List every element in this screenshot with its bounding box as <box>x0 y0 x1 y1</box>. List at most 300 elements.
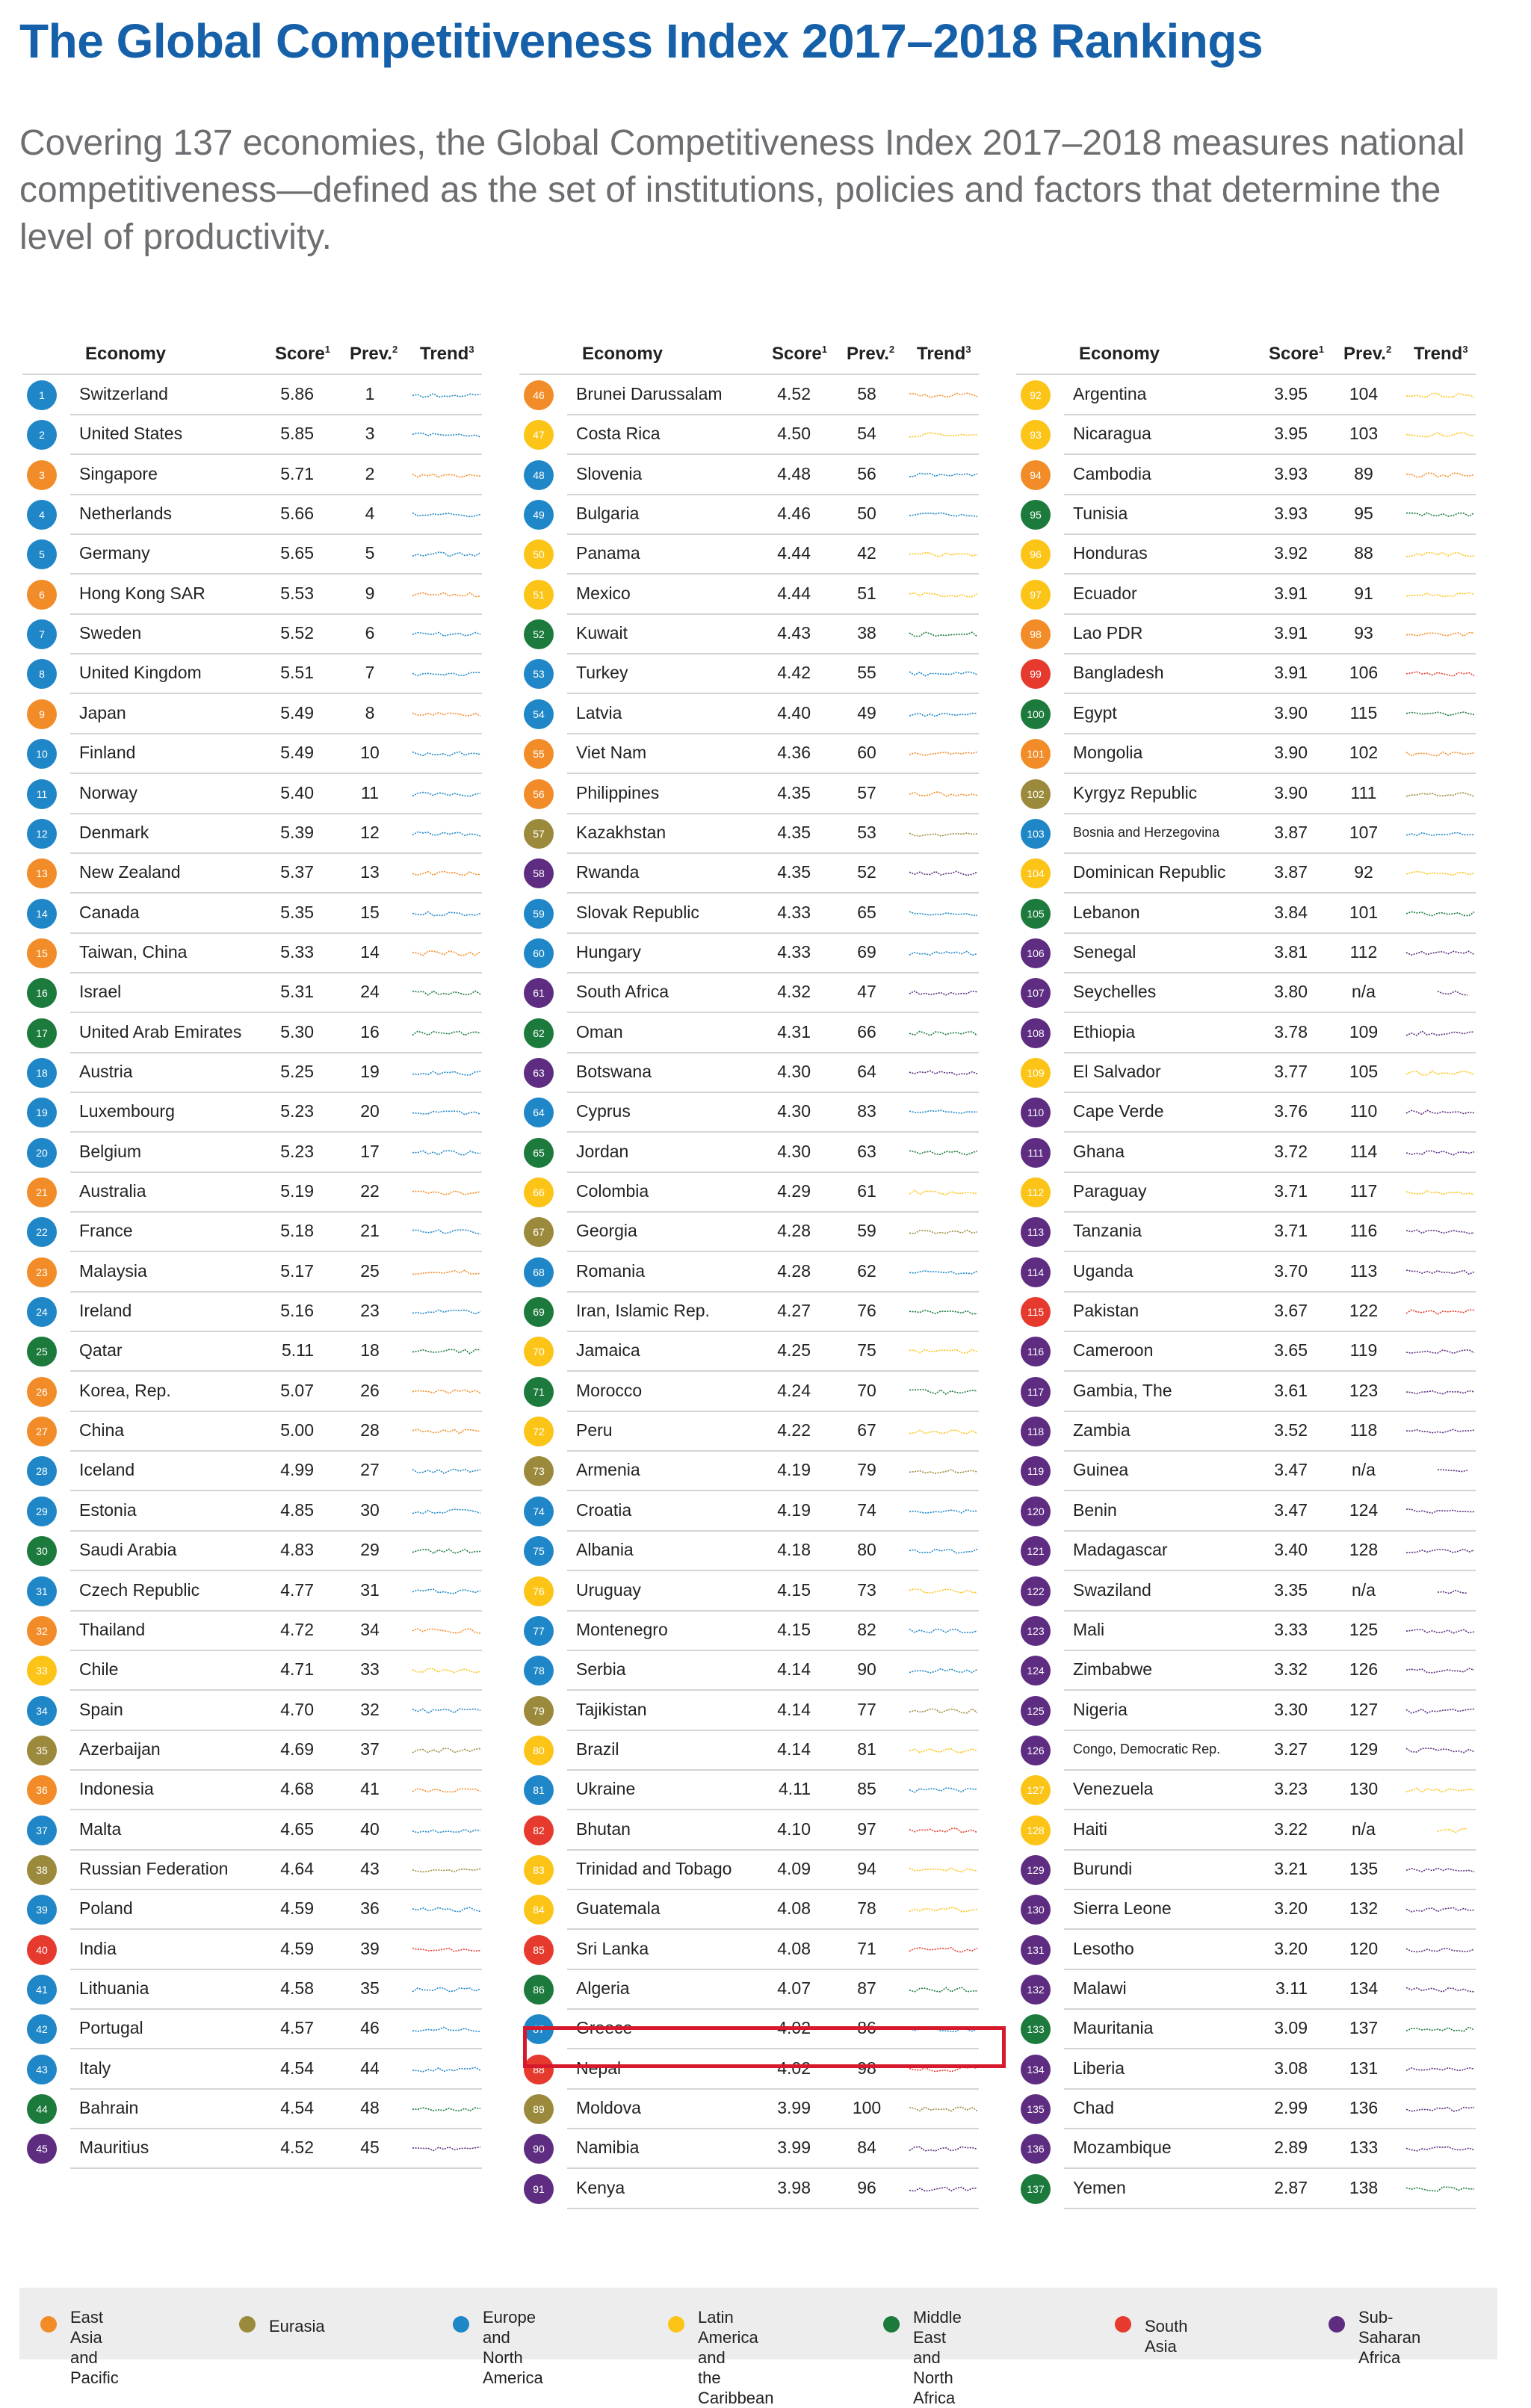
table-row <box>1016 534 1476 575</box>
prev-rank: 113 <box>1349 1260 1378 1281</box>
rank-badge: 16 <box>27 978 57 1008</box>
trend-sparkline <box>908 1263 978 1282</box>
table-row <box>519 1969 979 2010</box>
rank-badge: 43 <box>27 2055 57 2084</box>
table-row <box>22 375 482 415</box>
trend-sparkline <box>908 1461 978 1481</box>
legend-label: Sub-Saharan Africa <box>1358 2308 1421 2367</box>
table-row <box>22 814 482 854</box>
economy-name: Lithuania <box>79 1978 149 1998</box>
economy-name: Iran, Islamic Rep. <box>576 1301 710 1321</box>
legend-swatch <box>1115 2316 1131 2333</box>
economy-name: Israel <box>79 982 122 1002</box>
score-value: 3.22 <box>1274 1819 1308 1839</box>
trend-sparkline <box>411 1900 481 1919</box>
legend-label: South Asia <box>1145 2317 1188 2356</box>
table-row <box>22 973 482 1013</box>
score-value: 4.68 <box>280 1779 314 1799</box>
economy-name: Latvia <box>576 702 622 722</box>
rank-badge: 119 <box>1021 1456 1051 1486</box>
score-value: 5.39 <box>280 822 314 842</box>
legend-swatch <box>1329 2316 1345 2333</box>
table-row <box>22 1172 482 1213</box>
table-row <box>519 1053 979 1093</box>
rank-badge: 105 <box>1021 899 1051 929</box>
rank-badge: 64 <box>524 1098 554 1127</box>
score-value: 5.16 <box>280 1301 314 1321</box>
rank-badge: 88 <box>524 2055 554 2084</box>
economy-name: United Kingdom <box>79 663 202 683</box>
prev-rank: 115 <box>1349 702 1378 722</box>
economy-name: Mauritius <box>79 2138 149 2158</box>
score-value: 5.07 <box>280 1380 314 1400</box>
economy-name: Taiwan, China <box>79 941 188 962</box>
rank-badge: 61 <box>524 978 554 1008</box>
trend-sparkline <box>908 744 978 764</box>
table-row <box>1016 575 1476 615</box>
economy-name: Chile <box>79 1659 119 1680</box>
trend-sparkline <box>908 664 978 684</box>
table-row <box>22 2129 482 2169</box>
rank-badge: 70 <box>524 1337 554 1367</box>
prev-rank: 87 <box>857 1978 876 1998</box>
trend-sparkline <box>411 625 481 644</box>
prev-rank: 27 <box>360 1460 380 1480</box>
trend-sparkline <box>908 1302 978 1322</box>
rank-badge: 66 <box>524 1177 554 1207</box>
prev-rank: 85 <box>857 1779 876 1799</box>
table-row <box>519 1691 979 1731</box>
rank-badge: 126 <box>1021 1736 1051 1765</box>
rank-badge: 18 <box>27 1058 57 1088</box>
table-row <box>519 2129 979 2169</box>
rank-badge: 82 <box>524 1816 554 1845</box>
table-row <box>1016 1691 1476 1731</box>
rank-badge: 121 <box>1021 1536 1051 1566</box>
legend-swatch <box>453 2316 469 2333</box>
score-value: 5.53 <box>280 583 314 603</box>
rank-badge: 71 <box>524 1377 554 1407</box>
table-row <box>519 1650 979 1691</box>
prev-rank: 75 <box>857 1340 876 1361</box>
economy-name: Chad <box>1073 2098 1114 2118</box>
prev-rank: 16 <box>360 1021 380 1041</box>
economy-name: Sri Lanka <box>576 1938 649 1958</box>
table-row <box>1016 1133 1476 1173</box>
rank-badge: 131 <box>1021 1935 1051 1965</box>
table-row <box>519 455 979 495</box>
rank-badge: 73 <box>524 1456 554 1486</box>
table-row <box>519 1372 979 1412</box>
score-value: 4.24 <box>777 1380 811 1400</box>
table-row <box>1016 1252 1476 1293</box>
table-row <box>1016 933 1476 974</box>
score-value: 4.52 <box>777 384 811 403</box>
trend-sparkline <box>908 1701 978 1721</box>
trend-sparkline <box>411 1821 481 1840</box>
prev-rank: 20 <box>360 1101 380 1121</box>
score-value: 5.17 <box>280 1260 314 1281</box>
trend-sparkline <box>411 505 481 524</box>
rank-badge: 106 <box>1021 938 1051 968</box>
economy-name: Benin <box>1073 1499 1117 1520</box>
trend-sparkline <box>908 784 978 804</box>
table-row <box>1016 734 1476 774</box>
prev-rank: 125 <box>1349 1619 1379 1639</box>
table-row <box>22 534 482 575</box>
score-value: 5.86 <box>280 384 314 403</box>
rank-badge: 99 <box>1021 659 1051 689</box>
prev-rank: 44 <box>360 2058 380 2078</box>
rank-badge: 69 <box>524 1297 554 1327</box>
trend-sparkline <box>908 983 978 1003</box>
rank-badge: 20 <box>27 1138 57 1168</box>
trend-sparkline <box>908 2139 978 2158</box>
prev-rank: 7 <box>365 663 375 683</box>
table-row <box>519 1770 979 1810</box>
table-row <box>1016 1850 1476 1890</box>
trend-sparkline <box>411 2060 481 2079</box>
trend-sparkline <box>411 425 481 445</box>
score-value: 4.44 <box>777 543 811 563</box>
rank-badge: 53 <box>524 659 554 689</box>
prev-rank: 91 <box>1354 583 1373 603</box>
rank-badge: 107 <box>1021 978 1051 1008</box>
score-value: 4.35 <box>777 782 811 802</box>
table-row <box>22 1331 482 1372</box>
trend-sparkline <box>1405 465 1475 485</box>
rank-badge: 21 <box>27 1177 57 1207</box>
prev-rank: 34 <box>360 1619 380 1639</box>
rank-badge: 9 <box>27 699 57 729</box>
table-row <box>1016 1292 1476 1332</box>
economy-name: Congo, Democratic Rep. <box>1073 1741 1221 1757</box>
economy-name: Panama <box>576 543 640 563</box>
prev-rank: 49 <box>857 702 876 722</box>
economy-name: Botswana <box>576 1061 652 1081</box>
prev-rank: 106 <box>1349 663 1379 683</box>
score-value: 5.52 <box>280 623 314 643</box>
score-value: 3.90 <box>1274 702 1308 722</box>
table-row <box>22 1850 482 1890</box>
page-subtitle: Covering 137 economies, the Global Competitiveness Index 2017–2018 measures national competitiveness—defined as the set of institutions, policies and factors that determine the level of productivity. <box>19 123 1465 257</box>
economy-name: Moldova <box>576 2098 641 2118</box>
table-row <box>22 1372 482 1412</box>
trend-sparkline <box>411 1302 481 1322</box>
economy-name: Bangladesh <box>1073 663 1164 683</box>
economy-name: Paraguay <box>1073 1181 1147 1201</box>
trend-sparkline <box>1405 1382 1475 1402</box>
table-row <box>1016 1770 1476 1810</box>
rank-badge: 113 <box>1021 1217 1051 1247</box>
row-divider <box>567 2208 979 2209</box>
header-prev: Prev.$^2$ <box>1343 344 1392 364</box>
rank-badge: 11 <box>27 779 57 809</box>
header-economy: Economy <box>582 344 664 364</box>
score-value: 5.51 <box>280 663 314 683</box>
economy-name: Korea, Rep. <box>79 1380 171 1400</box>
trend-sparkline <box>908 585 978 604</box>
score-value: 5.23 <box>280 1101 314 1121</box>
rank-badge: 76 <box>524 1576 554 1606</box>
trend-sparkline <box>411 1263 481 1282</box>
trend-sparkline <box>908 2099 978 2119</box>
trend-sparkline <box>908 465 978 485</box>
trend-sparkline <box>1405 1342 1475 1361</box>
rank-badge: 104 <box>1021 858 1051 888</box>
table-row <box>22 614 482 654</box>
economy-name: Madagascar <box>1073 1540 1168 1560</box>
prev-rank: 46 <box>360 2018 380 2038</box>
trend-sparkline <box>908 1980 978 1999</box>
table-row <box>519 853 979 894</box>
rank-badge: 26 <box>27 1377 57 1407</box>
score-value: 4.15 <box>777 1619 811 1639</box>
economy-name: Bhutan <box>576 1819 631 1839</box>
prev-rank: 13 <box>360 862 380 882</box>
economy-name: Egypt <box>1073 702 1117 722</box>
score-value: 5.71 <box>280 463 314 483</box>
economy-name: Algeria <box>576 1978 630 1998</box>
prev-rank: 134 <box>1349 1978 1379 1998</box>
rank-badge: 125 <box>1021 1696 1051 1726</box>
prev-rank: 128 <box>1349 1540 1379 1560</box>
rank-badge: 39 <box>27 1895 57 1925</box>
rank-badge: 74 <box>524 1497 554 1526</box>
trend-sparkline <box>1405 2139 1475 2158</box>
score-value: 3.11 <box>1275 1978 1308 1998</box>
score-value: 3.71 <box>1274 1181 1308 1201</box>
economy-name: Philippines <box>576 782 660 802</box>
prev-rank: 1 <box>365 384 375 403</box>
economy-name: Indonesia <box>79 1779 154 1799</box>
rank-badge: 124 <box>1021 1656 1051 1686</box>
prev-rank: 116 <box>1349 1221 1378 1241</box>
trend-sparkline <box>908 545 978 564</box>
trend-sparkline <box>908 1103 978 1122</box>
rank-badge: 75 <box>524 1536 554 1566</box>
trend-sparkline <box>411 864 481 883</box>
table-row <box>1016 853 1476 894</box>
score-value: 4.85 <box>280 1499 314 1520</box>
trend-sparkline <box>411 983 481 1003</box>
prev-rank: 92 <box>1354 862 1373 882</box>
trend-sparkline <box>1405 1222 1475 1242</box>
economy-name: Malawi <box>1073 1978 1127 1998</box>
score-value: 2.87 <box>1274 2177 1308 2197</box>
trend-sparkline <box>908 1821 978 1840</box>
score-value: 4.10 <box>777 1819 811 1839</box>
rank-badge: 32 <box>27 1616 57 1646</box>
economy-name: Cambodia <box>1073 463 1151 483</box>
score-value: 4.42 <box>777 663 811 683</box>
trend-sparkline <box>411 1063 481 1083</box>
prev-rank: 118 <box>1349 1420 1378 1440</box>
prev-rank: 81 <box>857 1739 876 1759</box>
prev-rank: 94 <box>857 1858 876 1878</box>
score-value: 4.40 <box>777 702 811 722</box>
economy-name: Bulgaria <box>576 504 640 524</box>
table-row <box>22 1650 482 1691</box>
table-row <box>1016 1331 1476 1372</box>
prev-rank: 70 <box>857 1380 876 1400</box>
table-row <box>22 1491 482 1532</box>
score-value: 3.30 <box>1274 1699 1308 1719</box>
economy-name: Montenegro <box>576 1619 668 1639</box>
table-row <box>1016 2049 1476 2090</box>
score-value: 3.32 <box>1274 1659 1308 1680</box>
trend-sparkline <box>1405 1900 1475 1919</box>
trend-sparkline <box>1405 2060 1475 2079</box>
rank-badge: 79 <box>524 1696 554 1726</box>
score-value: 3.47 <box>1274 1499 1308 1520</box>
row-divider <box>70 2167 482 2169</box>
rank-badge: 97 <box>1021 580 1051 610</box>
table-row <box>519 614 979 654</box>
table-row <box>1016 694 1476 734</box>
economy-name: Kenya <box>576 2177 625 2197</box>
trend-sparkline <box>1405 1780 1475 1800</box>
table-row <box>519 1252 979 1293</box>
economy-name: Croatia <box>576 1499 632 1520</box>
economy-name: Switzerland <box>79 384 168 403</box>
trend-sparkline <box>411 1541 481 1561</box>
score-value: 4.02 <box>777 2058 811 2078</box>
score-value: 4.64 <box>280 1858 314 1878</box>
economy-name: El Salvador <box>1073 1061 1161 1081</box>
table-row <box>22 1212 482 1252</box>
rank-badge: 31 <box>27 1576 57 1606</box>
table-row <box>22 853 482 894</box>
economy-name: Namibia <box>576 2138 640 2158</box>
trend-sparkline <box>1405 1183 1475 1202</box>
trend-sparkline <box>908 425 978 445</box>
score-value: 3.78 <box>1274 1021 1308 1041</box>
page-title: The Global Competitiveness Index 2017–2018 Rankings <box>19 14 1264 68</box>
prev-rank: 53 <box>857 822 876 842</box>
table-row <box>519 1172 979 1213</box>
score-value: 4.59 <box>280 1938 314 1958</box>
score-value: 4.07 <box>777 1978 811 1998</box>
trend-sparkline <box>908 1541 978 1561</box>
table-row <box>519 1331 979 1372</box>
rank-badge: 136 <box>1021 2134 1051 2164</box>
score-value: 3.90 <box>1274 782 1308 802</box>
score-value: 3.99 <box>777 2138 811 2158</box>
score-value: 4.31 <box>777 1021 811 1041</box>
table-row <box>1016 894 1476 934</box>
rank-badge: 60 <box>524 938 554 968</box>
score-value: 5.33 <box>280 941 314 962</box>
prev-rank: 24 <box>360 982 380 1002</box>
economy-name: Ethiopia <box>1073 1021 1136 1041</box>
rank-badge: 52 <box>524 619 554 649</box>
economy-name: Mozambique <box>1073 2138 1172 2158</box>
rank-badge: 86 <box>524 1975 554 2005</box>
prev-rank: 111 <box>1350 782 1377 802</box>
prev-rank: 82 <box>857 1619 876 1639</box>
economy-name: Rwanda <box>576 862 640 882</box>
economy-name: Tunisia <box>1073 504 1128 524</box>
score-value: 5.37 <box>280 862 314 882</box>
trend-sparkline <box>1405 1701 1475 1721</box>
table-row <box>519 694 979 734</box>
trend-sparkline <box>411 2019 481 2039</box>
trend-sparkline <box>908 1621 978 1641</box>
rank-badge: 84 <box>524 1895 554 1925</box>
score-value: 4.27 <box>777 1301 811 1321</box>
trend-sparkline <box>1405 625 1475 644</box>
trend-sparkline <box>411 585 481 604</box>
economy-name: Australia <box>79 1181 146 1201</box>
prev-rank: 123 <box>1349 1380 1379 1400</box>
score-value: 4.46 <box>777 504 811 524</box>
rank-badge: 50 <box>524 539 554 569</box>
rank-badge: 38 <box>27 1855 57 1885</box>
table-row <box>1016 1212 1476 1252</box>
table-row <box>1016 2009 1476 2049</box>
prev-rank: 80 <box>857 1540 876 1560</box>
economy-name: Honduras <box>1073 543 1148 563</box>
economy-name: Brunei Darussalam <box>576 384 723 403</box>
score-value: 3.20 <box>1274 1938 1308 1958</box>
score-value: 3.76 <box>1274 1101 1308 1121</box>
trend-sparkline <box>411 2139 481 2158</box>
economy-name: Swaziland <box>1073 1579 1151 1600</box>
score-value: 3.27 <box>1274 1739 1308 1759</box>
table-row <box>519 973 979 1013</box>
prev-rank: 33 <box>360 1659 380 1680</box>
prev-rank: 120 <box>1349 1938 1379 1958</box>
economy-name: Ghana <box>1073 1141 1125 1161</box>
trend-sparkline <box>1405 1541 1475 1561</box>
table-row <box>22 1730 482 1771</box>
table-row <box>519 2089 979 2129</box>
prev-rank: 57 <box>857 782 876 802</box>
table-row <box>1016 1372 1476 1412</box>
prev-rank: 95 <box>1354 504 1373 524</box>
prev-rank: 56 <box>857 463 876 483</box>
economy-name: Armenia <box>576 1460 640 1480</box>
table-row <box>22 1770 482 1810</box>
prev-rank: 112 <box>1349 941 1378 962</box>
table-row <box>519 495 979 535</box>
trend-sparkline <box>1405 545 1475 564</box>
economy-name: Viet Nam <box>576 743 647 763</box>
rank-badge: 116 <box>1021 1337 1051 1367</box>
prev-rank: 86 <box>857 2018 876 2038</box>
rank-badge: 6 <box>27 580 57 610</box>
prev-rank: 52 <box>857 862 876 882</box>
table-row <box>519 1451 979 1491</box>
rank-badge: 37 <box>27 1816 57 1845</box>
trend-sparkline <box>1405 425 1475 445</box>
trend-sparkline <box>411 1502 481 1521</box>
rank-badge: 36 <box>27 1775 57 1805</box>
rank-badge: 65 <box>524 1138 554 1168</box>
rank-badge: 35 <box>27 1736 57 1765</box>
rank-badge: 62 <box>524 1018 554 1048</box>
rank-badge: 78 <box>524 1656 554 1686</box>
table-row <box>22 2089 482 2129</box>
rank-badge: 77 <box>524 1616 554 1646</box>
score-value: 3.71 <box>1274 1221 1308 1241</box>
trend-sparkline <box>908 1661 978 1680</box>
rank-badge: 132 <box>1021 1975 1051 2005</box>
economy-name: Venezuela <box>1073 1779 1154 1799</box>
legend-swatch <box>40 2316 57 2333</box>
score-value: 3.23 <box>1274 1779 1308 1799</box>
